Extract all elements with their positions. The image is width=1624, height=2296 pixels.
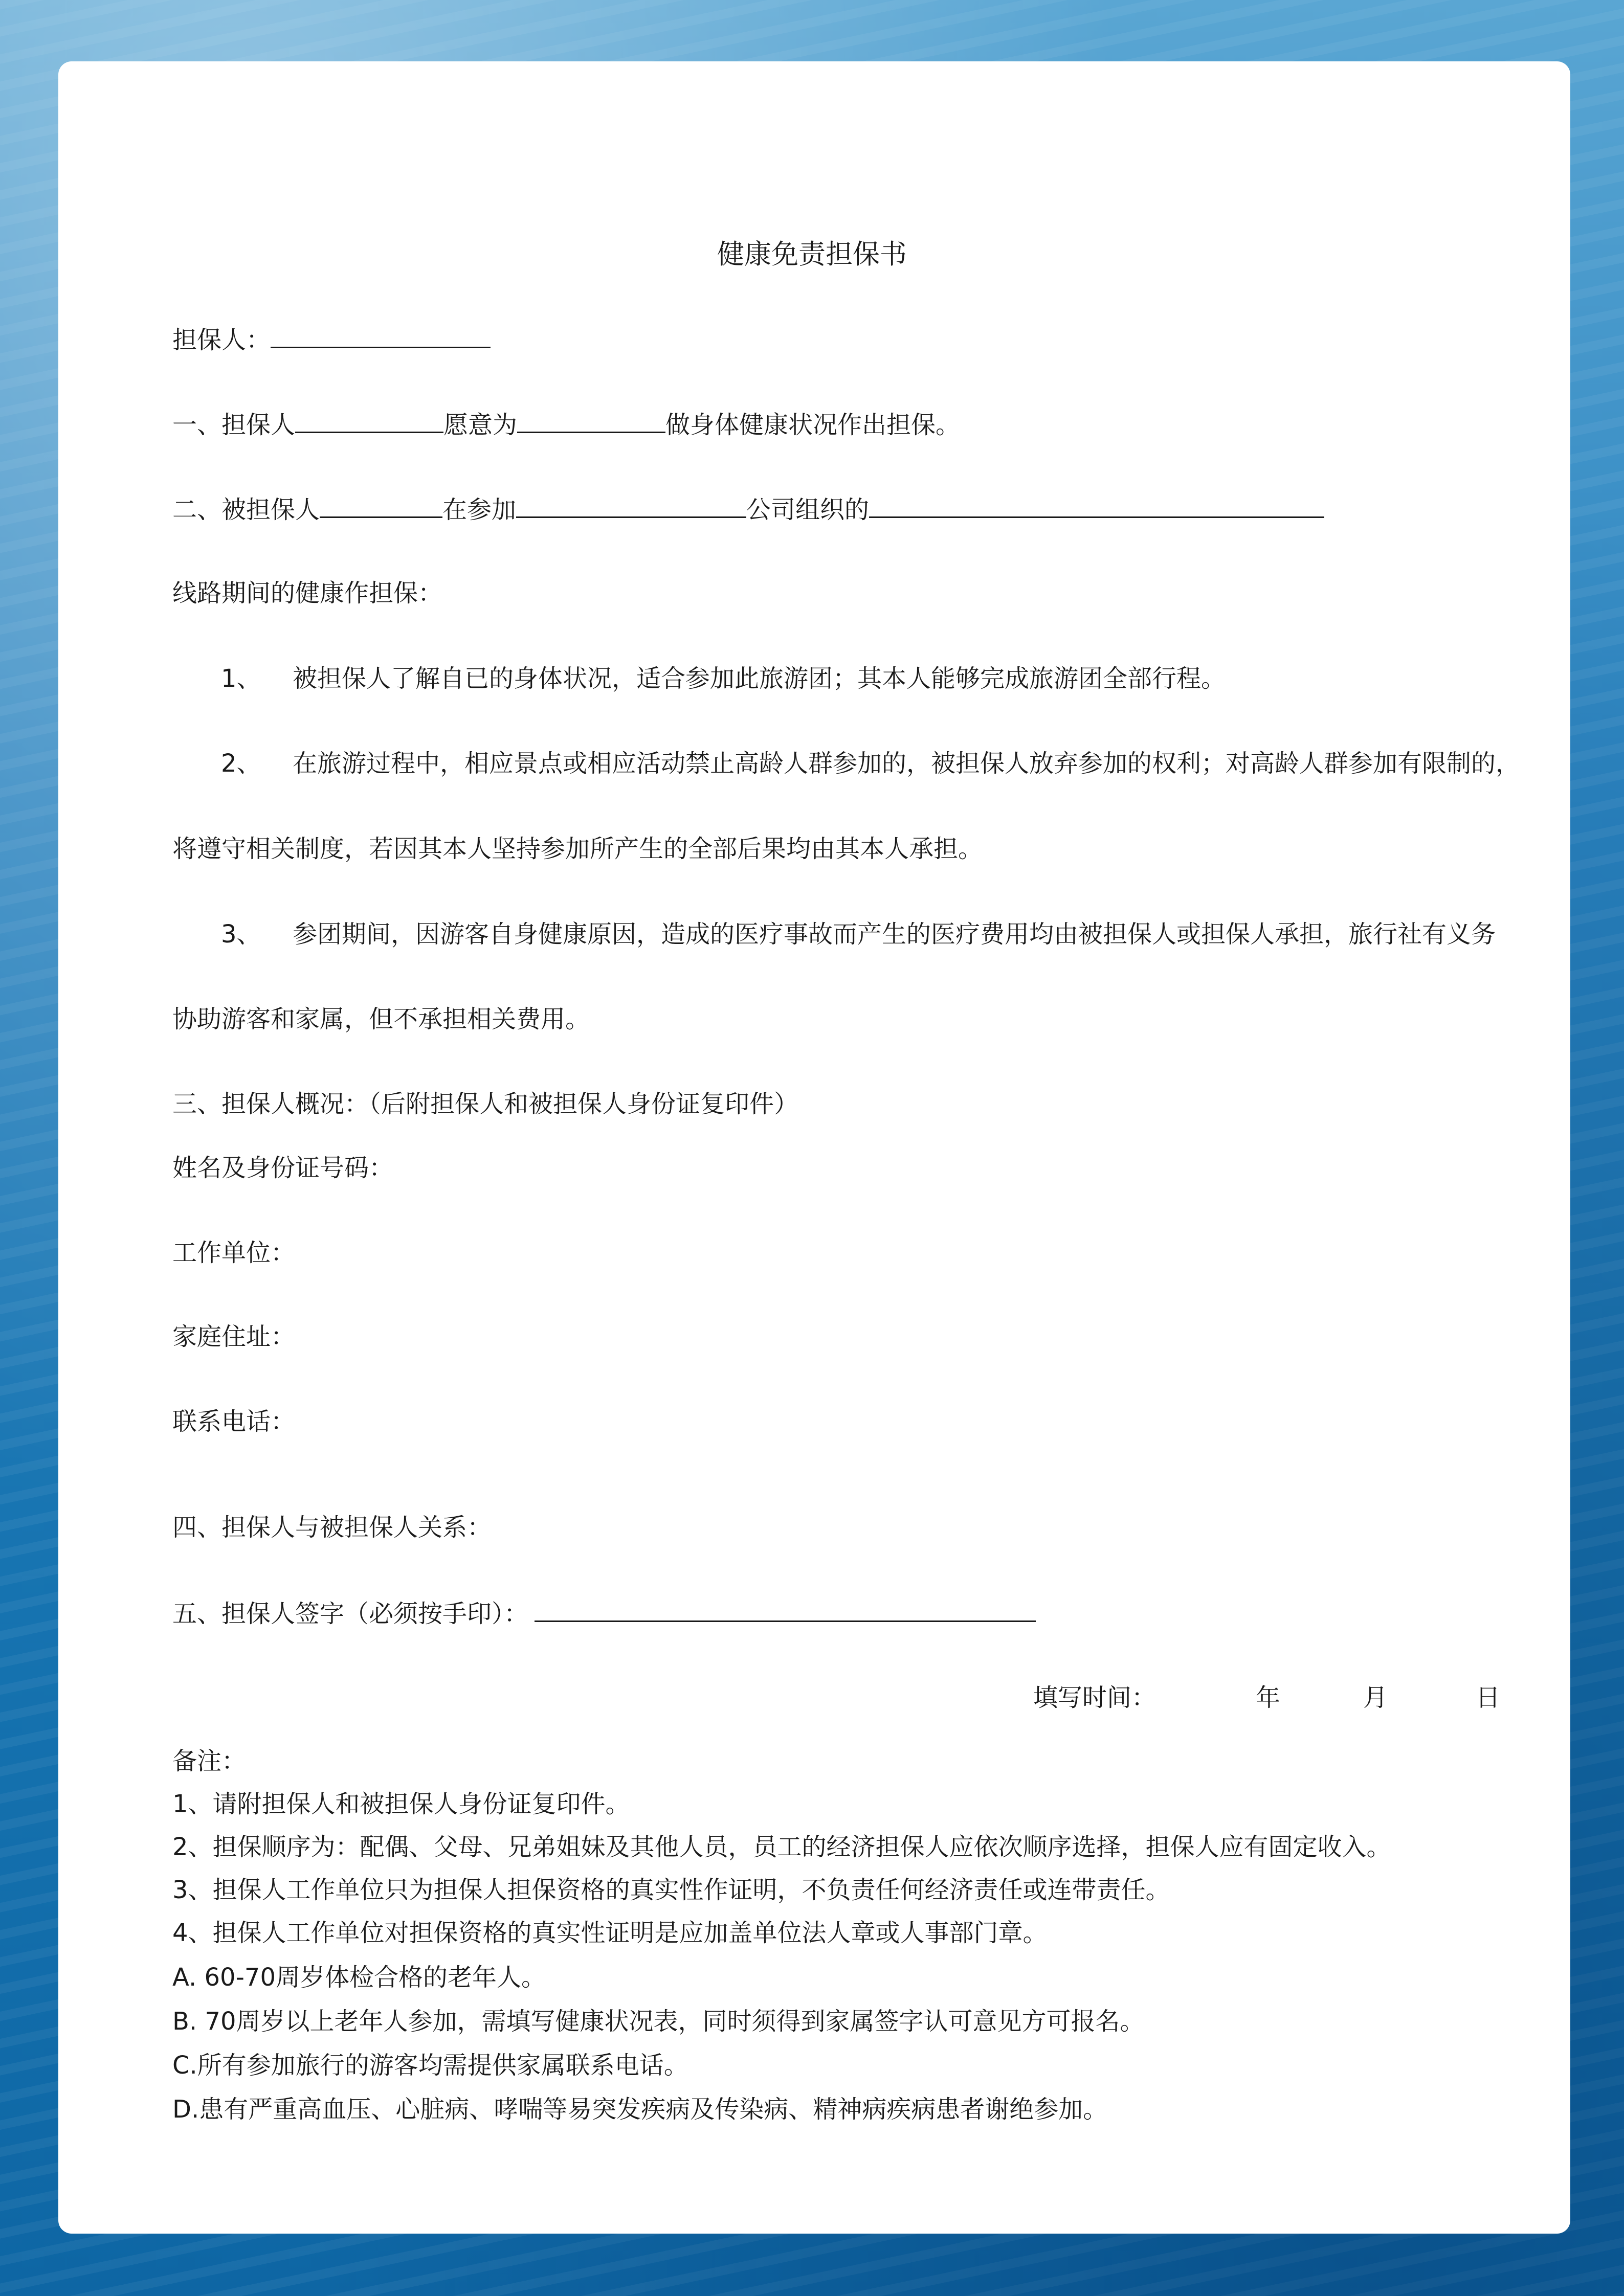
notes-heading: 备注：: [172, 1747, 247, 1775]
field-phone-label: 联系电话：: [172, 1407, 296, 1436]
note-line: 3、担保人工作单位只为担保人担保资格的真实性作证明，不负责任何经济责任或连带责任。: [172, 1876, 1170, 1904]
item-3: [221, 919, 1496, 950]
section-2-text-a: 二、被担保人: [172, 496, 320, 524]
document-card: [58, 61, 1570, 2234]
section-1: [172, 408, 960, 440]
note-line: 1、请附担保人和被担保人身份证复印件。: [172, 1790, 630, 1818]
section-2: [172, 493, 1324, 525]
item-2-number: 2、: [221, 749, 261, 778]
guarantor-blank[interactable]: [271, 323, 491, 348]
section-5: [172, 1597, 1036, 1629]
item-1-number: 1、: [221, 664, 261, 693]
date-month-label: 月: [1363, 1683, 1388, 1712]
item-3-number: 3、: [221, 920, 261, 949]
section-2-blank-guaranteed[interactable]: [320, 493, 442, 518]
note-line: B. 70周岁以上老年人参加，需填写健康状况表，同时须得到家属签字认可意见方可报名。: [172, 2007, 1145, 2036]
section-2-blank-route[interactable]: [869, 493, 1324, 518]
signature-label: 五、担保人签字（必须按手印）：: [172, 1600, 529, 1628]
field-address-label: 家庭住址：: [172, 1322, 296, 1351]
note-line: C.所有参加旅行的游客均需提供家属联系电话。: [172, 2051, 688, 2080]
signature-blank[interactable]: [535, 1597, 1036, 1622]
page-title: 健康免责担保书: [717, 239, 907, 270]
section-4: 四、担保人与被担保人关系：: [172, 1513, 492, 1542]
note-line: A. 60-70周岁体检合格的老年人。: [172, 1963, 546, 1992]
note-line: 4、担保人工作单位对担保资格的真实性证明是应加盖单位法人章或人事部门章。: [172, 1919, 1048, 1947]
section-1-text-c: 做身体健康状况作出担保。: [665, 411, 961, 439]
item-2-text: 在旅游过程中，相应景点或相应活动禁止高龄人群参加的，被担保人放弃参加的权利；对高龄人群参加有限制的，: [293, 749, 1521, 778]
field-id-label: 姓名及身份证号码：: [172, 1154, 394, 1182]
guarantor-label: 担保人：: [172, 326, 271, 354]
item-3-text: 参团期间，因游客自身健康原因，造成的医疗事故而产生的医疗费用均由被担保人或担保人承担，旅行社有义务: [293, 920, 1496, 949]
item-2-continuation: 将遵守相关制度，若因其本人坚持参加所产生的全部后果均由其本人承担。: [172, 835, 983, 863]
item-1-text: 被担保人了解自已的身体状况，适合参加此旅游团；其本人能够完成旅游团全部行程。: [293, 664, 1226, 693]
section-1-text-b: 愿意为: [443, 411, 518, 439]
note-line: 2、担保顺序为：配偶、父母、兄弟姐妹及其他人员，员工的经济担保人应依次顺序选择，担保人应有固定收入。: [172, 1833, 1391, 1861]
date-day-label: 日: [1476, 1683, 1501, 1712]
section-1-text-a: 一、担保人: [172, 411, 296, 439]
item-3-continuation: 协助游客和家属，但不承担相关费用。: [172, 1005, 590, 1033]
section-1-blank-guarantor[interactable]: [295, 408, 443, 433]
date-label: 填写时间：: [1033, 1683, 1156, 1712]
note-line: D.患有严重高血压、心脏病、哮喘等易突发疾病及传染病、精神病疾病患者谢绝参加。: [172, 2095, 1108, 2124]
section-3: 三、担保人概况：（后附担保人和被担保人身份证复印件）: [172, 1090, 799, 1118]
section-2-text-b: 在参加: [442, 496, 517, 524]
section-2-text-c: 公司组织的: [746, 496, 870, 524]
item-2: [221, 748, 1520, 779]
date-year-label: 年: [1256, 1683, 1281, 1712]
guarantor-line: [172, 323, 491, 355]
section-1-blank-guaranteed[interactable]: [517, 408, 665, 433]
section-2-blank-company[interactable]: [516, 493, 746, 518]
item-1: [221, 663, 1226, 694]
field-work-label: 工作单位：: [172, 1239, 296, 1267]
route-line: 线路期间的健康作担保：: [172, 579, 443, 607]
